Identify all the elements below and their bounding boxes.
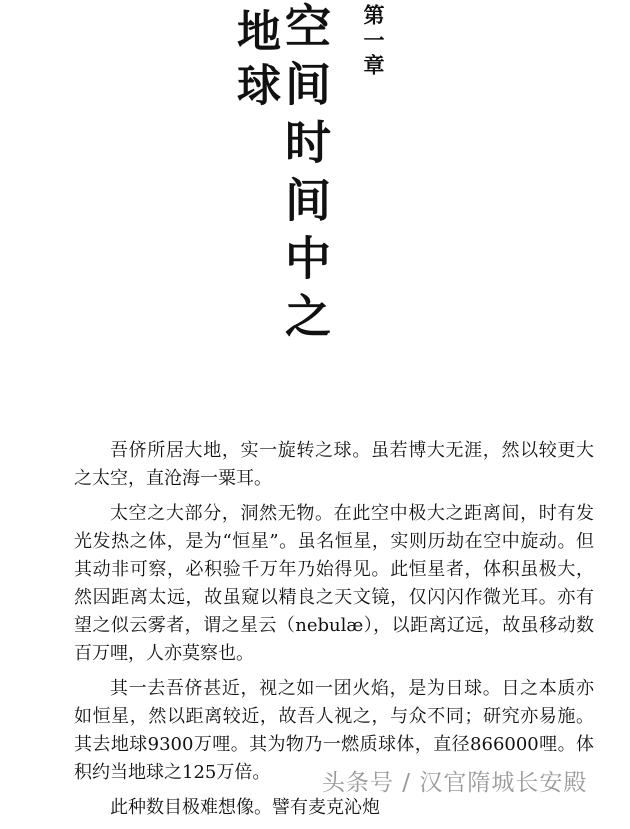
chapter-title-main: 空间时间中之 <box>278 2 332 350</box>
paragraph-2: 太空之大部分，洞然无物。在此空中极大之距离间，时有发光发热之体，是为“恒星”。虽名恒星，实则历劫在空中旋动。但其动非可察，必积验千万年乃始得见。此恒星者，体积虽极大，然因距离太远，故虽窥以精良之天文镜，仅闪闪作微光耳。亦有望之似云雾者，谓之星云（nebulæ），以距离辽远，故虽移动数百万哩，人亦莫察也。 <box>74 503 594 664</box>
paragraph-3: 其一去吾侪甚近，视之如一团火焰，是为日球。日之本质亦如恒星，然以距离较近，故吾人视之，与众不同；研究亦易施。其去地球9300万哩。其为物乃一燃质球体，直径866000哩。体积约当地球之125万倍。 <box>74 678 594 783</box>
watermark: 头条号 / 汉官隋城长安殿 <box>322 770 588 796</box>
chapter-number-label: 第一章 <box>361 4 385 79</box>
chapter-title-side: 地球 <box>229 8 280 116</box>
paragraph-4: 此种数目极难想像。譬有麦克沁炮 <box>110 797 380 818</box>
paragraph-1: 吾侪所居大地，实一旋转之球。虽若博大无涯，然以较更大之太空，直沧海一粟耳。 <box>74 440 594 489</box>
